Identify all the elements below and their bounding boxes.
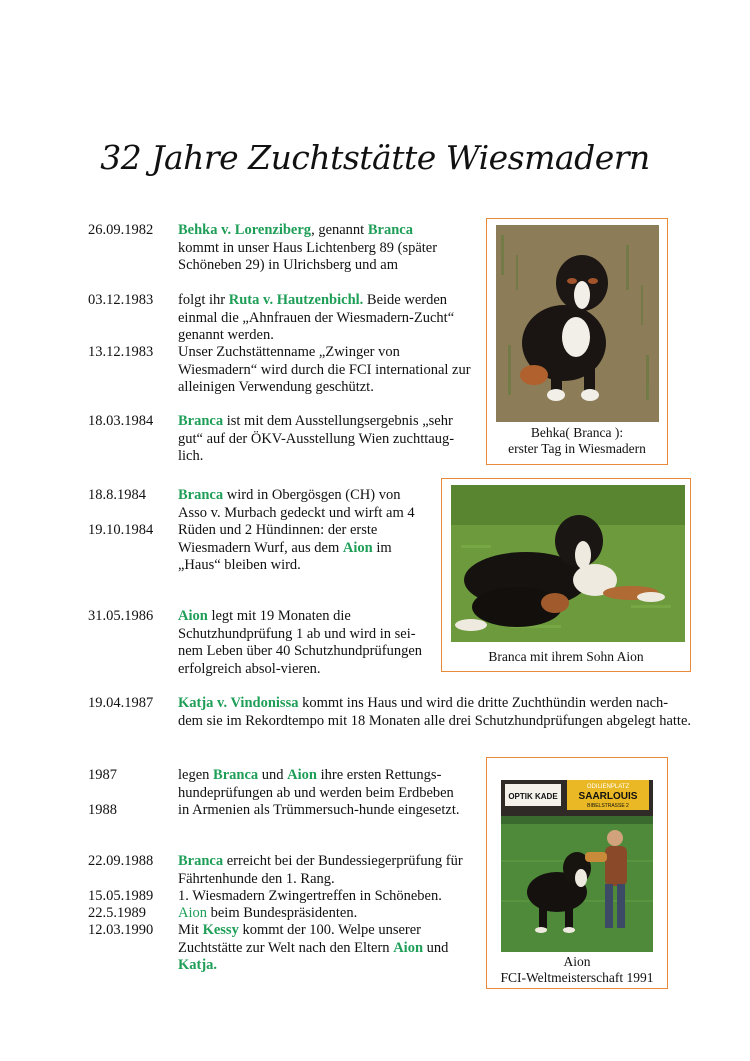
text-fragment: kommt in unser Haus Lichtenberg 89 (später Schöneben 29) in Ulrichsberg und am xyxy=(178,239,438,273)
page-title: 32 Jahre Zuchtstätte Wiesmadern xyxy=(100,138,650,177)
photo-caption: Branca mit ihrem Sohn Aion xyxy=(488,649,644,664)
photo-frame-puppy xyxy=(486,218,668,465)
dog-name: Katja v. Vindonissa xyxy=(178,695,299,711)
text-fragment: , genannt xyxy=(311,222,368,238)
text-fragment: im „Haus“ bleiben wird. xyxy=(178,539,392,573)
photo-caption: erster Tag in Wiesmadern xyxy=(508,441,646,456)
puppy-image xyxy=(496,225,659,422)
entry-date: 15.05.1989 xyxy=(88,888,154,904)
dog-name: Aion xyxy=(178,905,207,921)
entry-date: 18.8.1984 xyxy=(88,487,146,503)
photo-caption: Behka( Branca ): xyxy=(530,425,624,440)
sign-text: OPTIK KADE xyxy=(508,792,558,801)
entry-text xyxy=(178,608,428,678)
text-fragment: ist mit dem Ausstellungsergebnis „sehr gut“ auf der ÖKV-Ausstellung Wien zuchttaug-lich. xyxy=(178,413,455,464)
entry-date: 22.5.1989 xyxy=(88,905,146,921)
dog-name: Katja. xyxy=(178,957,218,973)
dog-name: Kessy xyxy=(202,922,239,938)
photo-frame-branca-aion xyxy=(441,478,691,672)
dog-name: Aion xyxy=(287,767,317,783)
text-fragment: kommt ins Haus und wird die dritte Zuchthündin werden nach-dem sie im Rekordtempo mit 18 Monaten alle drei Schutzhundprüfungen abgelegt hatte. xyxy=(178,695,692,729)
entry-date: 1987 xyxy=(88,767,117,783)
puppy-photo xyxy=(496,225,659,422)
entry-text: 1. Wiesmadern Zwingertreffen in Schöneben. xyxy=(178,888,442,904)
text-fragment: ihre ersten Rettungs-hundeprüfungen ab und werden beim Erdbeben in Armenien als Trümmersuch-hunde eingesetzt. xyxy=(178,767,460,818)
dogs-lying-image xyxy=(451,485,685,642)
text-fragment: Beide werden einmal die „Ahnfrauen der Wiesmadern-Zucht“ genannt werden. xyxy=(178,292,455,343)
entry-date: 26.09.1982 xyxy=(88,222,154,238)
entry-text xyxy=(178,767,463,820)
dog-name: Branca xyxy=(178,487,224,503)
dog-name: Aion xyxy=(178,608,208,624)
dog-name: Branca xyxy=(178,413,224,429)
sign-text: BIBELSTRASSE 2 xyxy=(587,803,629,809)
entry-text xyxy=(178,413,478,466)
text-fragment: beim Bundespräsidenten. xyxy=(207,905,358,921)
sign-text: SAARLOUIS xyxy=(578,791,638,802)
text-fragment: wird in Obergösgen (CH) von Asso v. Murbach gedeckt und wirft am 4 Rüden und 2 Hündinnen: der erste Wiesmadern Wurf, aus dem xyxy=(178,487,415,556)
entry-date: 19.10.1984 xyxy=(88,522,154,538)
dog-name: Ruta v. Hautzenbichl. xyxy=(228,292,364,308)
dog-name: Aion xyxy=(342,539,373,556)
aion-wm-photo xyxy=(501,780,653,952)
entry-text xyxy=(178,487,423,575)
photo-caption: FCI-Weltmeisterschaft 1991 xyxy=(500,970,654,985)
entry-date: 19.04.1987 xyxy=(88,695,154,711)
dog-name: Aion xyxy=(393,939,424,956)
entry-date: 31.05.1986 xyxy=(88,608,154,624)
sign-text: ODILIENPLATZ xyxy=(586,784,630,790)
entry-text xyxy=(178,905,463,923)
text-fragment: kommt der 100. Welpe unserer Zuchtstätte zur Welt nach den Eltern xyxy=(178,922,422,956)
entry-date: 12.03.1990 xyxy=(88,922,154,938)
training-image xyxy=(501,780,653,952)
branca-aion-photo xyxy=(451,485,685,642)
dog-name: Branca xyxy=(367,222,413,238)
entry-text: Unser Zuchstättenname „Zwinger von Wiesmadern“ wird durch die FCI international zur alleinigen Verwendung geschützt. xyxy=(178,344,471,395)
dog-name: Branca xyxy=(213,767,259,783)
entry-text xyxy=(178,695,693,730)
entry-date: 18.03.1984 xyxy=(88,413,154,429)
text-fragment: legen xyxy=(178,767,214,783)
text-fragment: erreicht bei der Bundessiegerprüfung für Fährtenhunde den 1. Rang. xyxy=(178,853,463,887)
photo-frame-aion-wm xyxy=(486,757,668,989)
entry-date: 22.09.1988 xyxy=(88,853,154,869)
dog-name: Behka v. Lorenziberg xyxy=(178,222,312,238)
photo-caption: Aion xyxy=(563,954,591,969)
entry-text xyxy=(178,853,463,888)
dog-name: Branca xyxy=(178,853,224,869)
entry-text xyxy=(178,292,478,345)
text-fragment: Mit xyxy=(178,922,203,938)
entry-date: 1988 xyxy=(88,802,117,818)
text-fragment: legt mit 19 Monaten die Schutzhundprüfung 1 ab und wird in sei-nem Leben über 40 Schutzhundprüfungen erfolgreich absol-vieren. xyxy=(178,608,423,677)
entry-text xyxy=(178,222,478,275)
text-fragment: und xyxy=(258,767,288,783)
entry-text xyxy=(178,922,463,975)
text-fragment: folgt ihr xyxy=(178,292,229,308)
entry-date: 13.12.1983 xyxy=(88,344,154,360)
entry-date: 03.12.1983 xyxy=(88,292,154,308)
text-fragment: und xyxy=(423,939,449,956)
